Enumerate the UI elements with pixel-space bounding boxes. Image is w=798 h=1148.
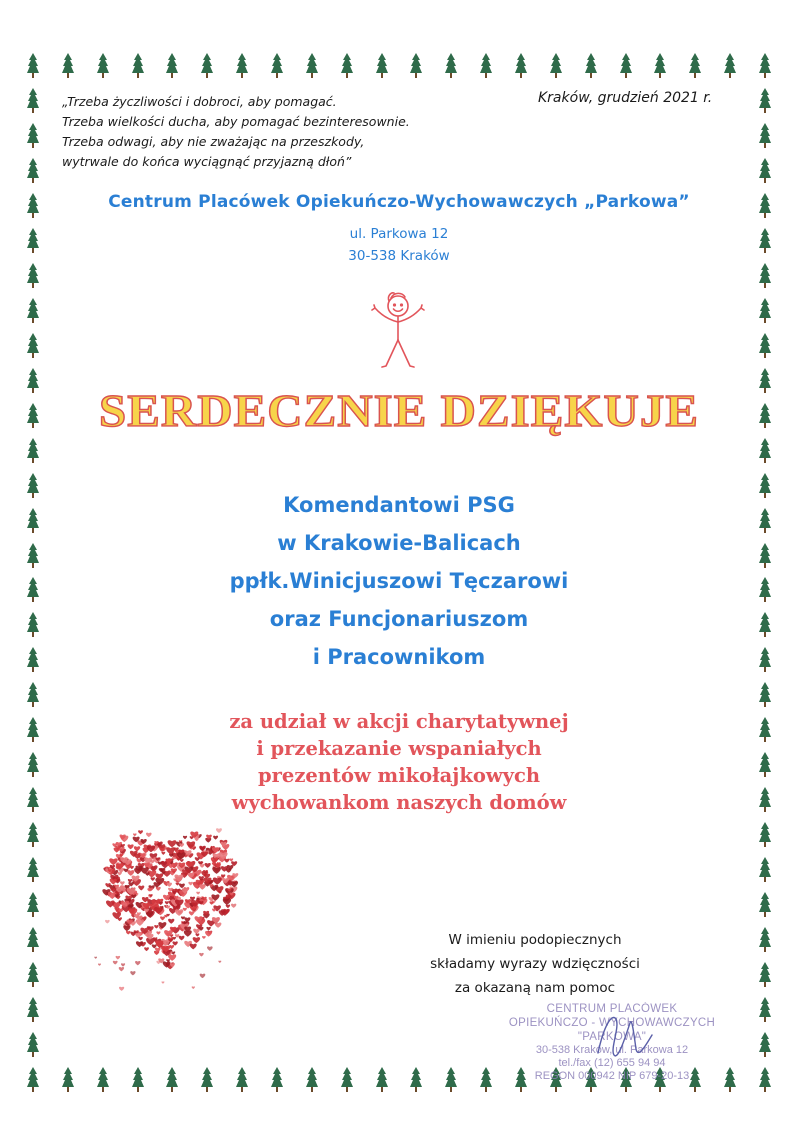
fir-tree-icon <box>758 157 772 185</box>
small-heart-icon <box>226 905 230 909</box>
fir-tree-icon <box>26 681 40 709</box>
fir-tree-icon <box>758 891 772 919</box>
closing-line: za okazaną nam pomoc <box>454 980 616 996</box>
fir-tree-icon <box>26 157 40 185</box>
reason-block <box>0 708 798 816</box>
fir-tree-icon <box>235 52 249 80</box>
fir-tree-icon <box>270 1066 284 1094</box>
fir-tree-icon <box>479 52 493 80</box>
fir-tree-icon <box>375 52 389 80</box>
small-heart-icon <box>183 836 187 839</box>
recipient-line: i Pracownikom <box>312 645 486 669</box>
fir-tree-icon <box>26 122 40 150</box>
small-heart-icon <box>128 844 134 849</box>
small-heart-icon <box>162 981 165 983</box>
quote-line: Trzeba odwagi, aby nie zważając na przeszkody, <box>62 134 365 149</box>
small-heart-icon <box>202 936 206 939</box>
small-heart-icon <box>216 828 222 833</box>
small-heart-icon <box>188 882 193 886</box>
fir-tree-icon <box>26 821 40 849</box>
small-heart-icon <box>206 927 210 931</box>
fir-tree-icon <box>619 52 633 80</box>
small-heart-icon <box>121 963 125 966</box>
fir-tree-icon <box>758 926 772 954</box>
small-heart-icon <box>212 867 221 874</box>
organization-name: Centrum Placówek Opiekuńczo-Wychowawczych „Parkowa” <box>108 192 690 212</box>
organization-city: 30-538 Kraków <box>348 248 450 264</box>
fir-tree-icon <box>165 1066 179 1094</box>
small-heart-icon <box>231 904 236 908</box>
small-heart-icon <box>210 901 214 904</box>
small-heart-icon <box>144 947 149 951</box>
small-heart-icon <box>213 836 218 840</box>
small-heart-icon <box>223 898 231 905</box>
small-heart-icon <box>136 941 143 947</box>
fir-tree-icon <box>26 52 40 80</box>
recipients-block <box>0 486 798 676</box>
fir-tree-icon <box>26 1066 40 1094</box>
stamp-line: REGON 000942 NIP 679-20-13 <box>534 1070 690 1082</box>
signature <box>590 1005 660 1065</box>
small-heart-icon <box>126 931 131 935</box>
fir-tree-icon <box>26 926 40 954</box>
stamp-line: "PARKOWA" <box>577 1031 647 1043</box>
headline-thank-you <box>0 378 798 448</box>
stamp-line: CENTRUM PLACÓWEK <box>546 1003 678 1015</box>
recipient-line: Komendantowi PSG <box>283 493 515 517</box>
heart-of-small-hearts <box>52 820 242 1000</box>
fir-tree-icon <box>479 1066 493 1094</box>
fir-tree-icon <box>758 681 772 709</box>
fir-tree-icon <box>270 52 284 80</box>
fir-tree-icon <box>305 1066 319 1094</box>
small-heart-icon <box>168 840 177 847</box>
small-heart-icon <box>146 833 152 837</box>
small-heart-icon <box>196 892 200 895</box>
fir-tree-icon <box>96 52 110 80</box>
fir-tree-icon <box>758 1066 772 1094</box>
small-heart-icon <box>192 986 195 989</box>
stamp-line: OPIEKUŃCZO - WYCHOWAWCZYCH <box>508 1017 716 1029</box>
small-heart-icon <box>94 957 97 959</box>
fir-tree-icon <box>61 1066 75 1094</box>
small-heart-icon <box>183 908 187 911</box>
small-heart-icon <box>167 883 172 887</box>
fir-tree-icon <box>758 1031 772 1059</box>
closing-text <box>400 928 670 1000</box>
small-heart-icon <box>160 916 165 920</box>
fir-tree-icon <box>758 52 772 80</box>
organization-street: ul. Parkowa 12 <box>349 226 449 242</box>
small-heart-icon <box>181 916 185 919</box>
motto-quote <box>62 92 442 172</box>
small-heart-icon <box>189 911 195 915</box>
small-heart-icon <box>205 931 212 937</box>
fir-tree-icon <box>200 52 214 80</box>
small-heart-icon <box>134 846 140 851</box>
fir-tree-icon <box>758 821 772 849</box>
closing-line: składamy wyrazy wdzięczności <box>430 956 640 972</box>
fir-tree-icon <box>409 1066 423 1094</box>
small-heart-icon <box>138 937 142 941</box>
small-heart-icon <box>212 908 216 911</box>
fir-tree-icon <box>758 297 772 325</box>
small-heart-icon <box>135 933 141 938</box>
reason-line: wychowankom naszych domów <box>231 791 567 814</box>
fir-tree-icon <box>26 297 40 325</box>
small-heart-icon <box>159 848 164 852</box>
small-heart-icon <box>128 879 132 882</box>
fir-tree-icon <box>305 52 319 80</box>
fir-tree-icon <box>165 52 179 80</box>
fir-tree-icon <box>758 996 772 1024</box>
small-heart-icon <box>113 961 118 965</box>
small-heart-icon <box>105 920 110 924</box>
small-heart-icon <box>117 872 121 876</box>
small-heart-icon <box>200 974 206 979</box>
small-heart-icon <box>161 852 165 855</box>
small-heart-icon <box>195 933 199 936</box>
small-heart-icon <box>176 883 180 886</box>
small-heart-icon <box>150 877 155 881</box>
small-heart-icon <box>213 877 222 884</box>
stamp-line: 30-538 Kraków, ul. Parkowa 12 <box>535 1044 689 1056</box>
small-heart-icon <box>180 859 184 862</box>
fir-tree-icon <box>375 1066 389 1094</box>
small-heart-icon <box>199 846 206 851</box>
small-heart-icon <box>229 858 233 861</box>
small-heart-icon <box>165 901 169 904</box>
small-heart-icon <box>106 901 115 908</box>
small-heart-icon <box>199 953 204 957</box>
fir-tree-icon <box>758 856 772 884</box>
fir-tree-icon <box>26 87 40 115</box>
small-heart-icon <box>135 961 140 965</box>
fir-tree-icon <box>723 52 737 80</box>
small-heart-icon <box>156 887 161 891</box>
small-heart-icon <box>110 879 117 885</box>
small-heart-icon <box>224 859 229 863</box>
fir-tree-icon <box>444 52 458 80</box>
recipient-line: ppłk.Winicjuszowi Tęczarowi <box>229 569 569 593</box>
fir-tree-icon <box>131 52 145 80</box>
fir-tree-icon <box>444 1066 458 1094</box>
small-heart-icon <box>175 909 183 916</box>
small-heart-icon <box>156 931 160 934</box>
fir-tree-icon <box>235 1066 249 1094</box>
small-heart-icon <box>138 830 143 834</box>
small-heart-icon <box>179 936 185 941</box>
small-heart-icon <box>136 919 144 925</box>
fir-tree-icon <box>653 52 667 80</box>
small-heart-icon <box>116 956 121 960</box>
fir-tree-icon <box>26 332 40 360</box>
quote-line: wytrwale do końca wyciągnąć przyjazną dłoń” <box>62 154 352 169</box>
fir-tree-icon <box>340 52 354 80</box>
fir-tree-icon <box>131 1066 145 1094</box>
small-heart-icon <box>127 870 134 876</box>
reason-line: za udział w akcji charytatywnej <box>229 710 569 733</box>
small-heart-icon <box>200 864 205 868</box>
place-date: Kraków, grudzień 2021 r. <box>538 90 713 106</box>
small-heart-icon <box>119 967 124 971</box>
recipient-line: oraz Funcjonariuszom <box>269 607 529 631</box>
fir-tree-icon <box>549 52 563 80</box>
stamp-line: tel./fax (12) 655 94 94 <box>558 1057 666 1069</box>
fir-tree-icon <box>26 961 40 989</box>
small-heart-icon <box>123 925 130 931</box>
closing-line: W imieniu podopiecznych <box>448 932 622 948</box>
small-heart-icon <box>218 961 221 963</box>
fir-tree-icon <box>96 1066 110 1094</box>
fir-tree-icon <box>758 332 772 360</box>
fir-tree-icon <box>26 1031 40 1059</box>
small-heart-icon <box>207 946 213 950</box>
fir-tree-icon <box>26 891 40 919</box>
fir-tree-icon <box>514 52 528 80</box>
small-heart-icon <box>205 863 211 868</box>
reason-line: prezentów mikołajkowych <box>258 764 540 787</box>
dancing-child-logo <box>358 286 438 370</box>
small-heart-icon <box>138 886 144 891</box>
small-heart-icon <box>119 987 124 991</box>
headline-text: SERDECZNIE DZIĘKUJE <box>99 385 699 436</box>
small-heart-icon <box>179 843 184 847</box>
fir-tree-icon <box>340 1066 354 1094</box>
fir-tree-icon <box>758 122 772 150</box>
fir-tree-icon <box>758 87 772 115</box>
quote-line: „Trzeba życzliwości i dobroci, aby pomagać. <box>62 94 337 109</box>
small-heart-icon <box>154 925 158 929</box>
reason-line: i przekazanie wspaniałych <box>256 737 542 760</box>
fir-tree-icon <box>758 961 772 989</box>
small-heart-icon <box>168 919 174 924</box>
fir-tree-icon <box>26 996 40 1024</box>
recipient-line: w Krakowie-Balicach <box>277 531 521 555</box>
fir-tree-icon <box>26 856 40 884</box>
fir-tree-icon <box>409 52 423 80</box>
fir-tree-icon <box>688 52 702 80</box>
small-heart-icon <box>195 857 200 861</box>
fir-tree-icon <box>584 52 598 80</box>
small-heart-icon <box>199 884 206 889</box>
small-heart-icon <box>193 937 200 943</box>
fir-tree-icon <box>200 1066 214 1094</box>
small-heart-icon <box>190 944 197 950</box>
quote-line: Trzeba wielkości ducha, aby pomagać bezinteresownie. <box>62 114 410 129</box>
small-heart-icon <box>130 971 135 975</box>
small-heart-icon <box>98 963 101 965</box>
small-heart-icon <box>133 833 137 836</box>
small-heart-icon <box>156 961 160 964</box>
small-heart-icon <box>120 881 125 885</box>
fir-tree-icon <box>61 52 75 80</box>
small-heart-icon <box>193 929 200 934</box>
